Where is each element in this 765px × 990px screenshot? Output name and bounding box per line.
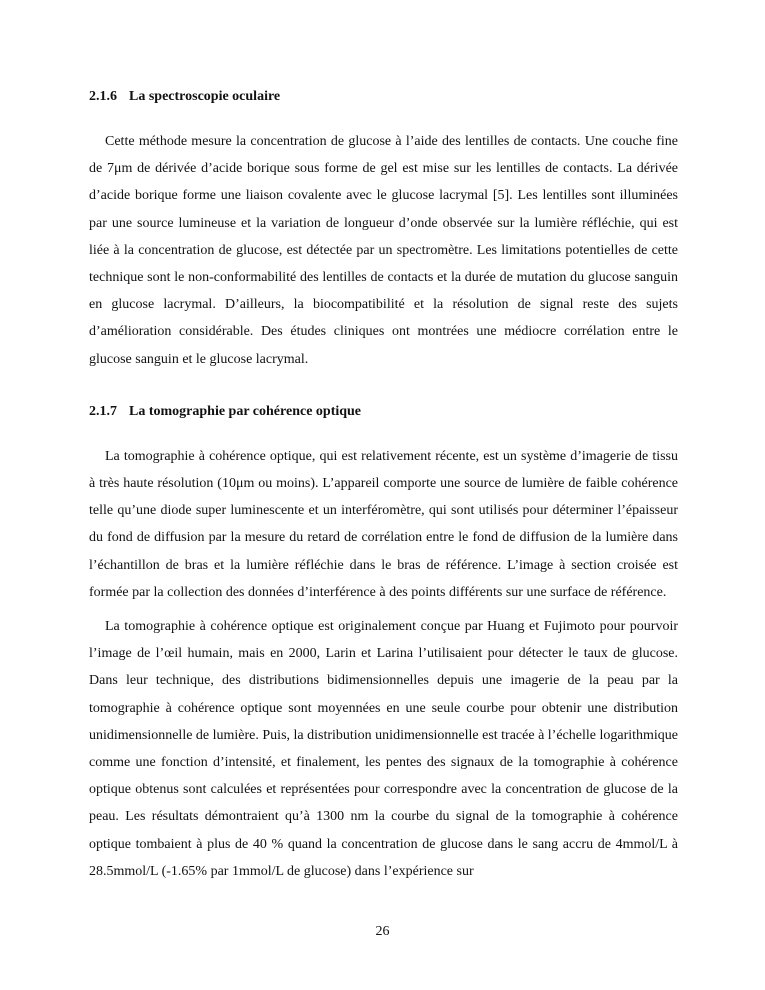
section-heading-2-1-7 — [89, 401, 678, 423]
section-number: 2.1.7 — [89, 403, 117, 419]
page-content — [89, 86, 678, 885]
section-number: 2.1.6 — [89, 89, 117, 104]
paragraph-ocular-spectroscopy: Cette méthode mesure la concentration de glucose à l’aide des lentilles de contacts. Une couche fine de 7μm de dérivée d’acide borique sous forme de gel est mise sur les lentilles de contacts. La dérivée d’acide borique forme une liaison covalente avec le glucose lacrymal [5]. Les lentilles sont illuminées par une source lumineuse et la variation de longueur d’onde observée sur la lumière réfléchie, qui est liée à la concentration de glucose, est détectée par un spectromètre. Les limitations potentielles de cette technique sont le non-conformabilité des lentilles de contacts et la durée de mutation du glucose sanguin en glucose lacrymal. D’ailleurs, la biocompatibilité et la résolution de signal reste des sujets d’amélioration considérable. Des études cliniques ont montrées une médiocre corrélation entre le glucose sanguin et le glucose lacrymal. — [89, 134, 678, 367]
section-heading-2-1-6 — [89, 86, 678, 108]
paragraph-oct-glucose: La tomographie à cohérence optique est originalement conçue par Huang et Fujimoto pour pourvoir l’image de l’œil humain, mais en 2000, Larin et Larina l’utilisaient pour détecter le taux de glucose. Dans leur technique, des distributions bidimensionnelles depuis une imagerie de la peau par la tomographie à cohérence optique sont moyennées en une seule courbe pour obtenir une distribution unidimensionnelle de lumière. Puis, la distribution unidimensionnelle est tracée à l’échelle logarithmique comme une fonction d’intensité, et finalement, les pentes des signaux de la tomographie à cohérence optique obtenus sont calculées et représentées pour correspondre avec la concentration de glucose de la peau. Les résultats démontraient qu’à 1300 nm la courbe du signal de la tomographie à cohérence optique tombaient à plus de 40 % quand la concentration de glucose dans le sang accru de 4mmol/L à 28.5mmol/L (-1.65% par 1mmol/L de glucose) dans l’expérience sur — [89, 619, 679, 879]
section-title: La spectroscopie oculaire — [129, 89, 281, 104]
section-title: La tomographie par cohérence optique — [129, 403, 362, 419]
page-number: 26 — [375, 924, 390, 939]
paragraph-oct-intro: La tomographie à cohérence optique, qui est relativement récente, est un système d’imagerie de tissu à très haute résolution (10μm ou moins). L’appareil comporte une source de lumière de faible cohérence telle qu’une diode super luminescente et un interféromètre, qui sont utilisés pour déterminer l’épaisseur du fond de diffusion par la mesure du retard de corrélation entre le fond de diffusion de la lumière dans l’échantillon de bras et la lumière réfléchie dans le bras de référence. L’image à section croisée est formée par la collection des données d’interférence à des points différents sur une surface de référence. — [89, 448, 678, 600]
